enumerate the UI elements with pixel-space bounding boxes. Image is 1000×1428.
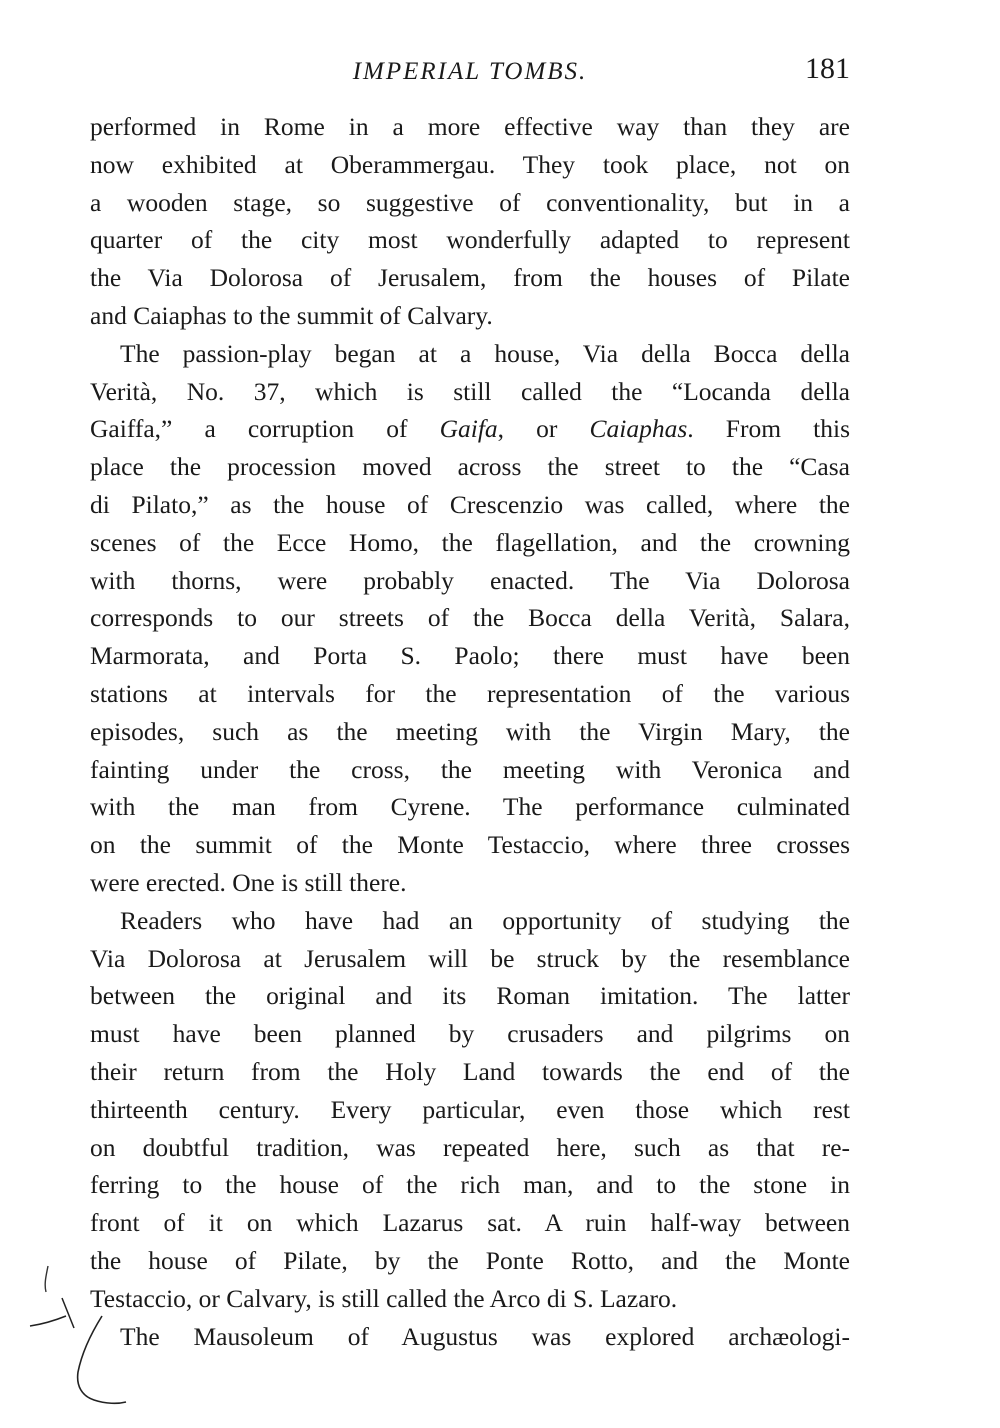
text-line: on doubtful tradition, was repeated here, such as that re- bbox=[90, 1132, 850, 1162]
page-number: 181 bbox=[805, 52, 850, 85]
text-line: between the original and its Roman imitation. The latter bbox=[90, 981, 850, 1011]
running-head bbox=[90, 52, 850, 92]
text-line: were erected. One is still there. bbox=[90, 867, 407, 897]
paragraph-start: The passion-play began at a house, Via della Bocca della bbox=[120, 338, 850, 368]
text-segment: , or bbox=[497, 414, 590, 444]
text-line: quarter of the city most wonderfully adapted to represent bbox=[90, 225, 850, 255]
text-line: the Via Dolorosa of Jerusalem, from the houses of Pilate bbox=[90, 263, 850, 293]
paragraph-start: Readers who have had an opportunity of studying the bbox=[120, 905, 850, 935]
text-line: with the man from Cyrene. The performance culminated bbox=[90, 792, 850, 822]
body-text bbox=[90, 108, 850, 1355]
text-line: stations at intervals for the representation of the various bbox=[90, 678, 850, 708]
text-line: corresponds to our streets of the Bocca della Verità, Salara, bbox=[90, 603, 850, 633]
text-line: now exhibited at Oberammergau. They took place, not on bbox=[90, 149, 850, 179]
margin-pencil-mark bbox=[26, 1262, 136, 1412]
text-line: performed in Rome in a more effective way than they are bbox=[90, 112, 850, 141]
text-line: ferring to the house of the rich man, and to the stone in bbox=[90, 1170, 850, 1200]
text-line: scenes of the Ecce Homo, the flagellation, and the crowning bbox=[90, 527, 850, 557]
text-line: and Caiaphas to the summit of Calvary. bbox=[90, 300, 493, 330]
text-line: with thorns, were probably enacted. The Via Dolorosa bbox=[90, 565, 850, 595]
text-line: thirteenth century. Every particular, even those which rest bbox=[90, 1094, 850, 1124]
text-line: Via Dolorosa at Jerusalem will be struck by the resemblance bbox=[90, 943, 850, 973]
italic-term: Gaifa bbox=[439, 414, 498, 444]
text-line: on the summit of the Monte Testaccio, where three crosses bbox=[90, 830, 850, 860]
running-title: IMPERIAL TOMBS. bbox=[352, 58, 588, 85]
text-line bbox=[90, 410, 850, 448]
italic-term: Caiaphas bbox=[589, 414, 688, 444]
text-line: di Pilato,” as the house of Crescenzio was called, where the bbox=[90, 489, 850, 519]
text-line: Testaccio, or Calvary, is still called the Arco di S. Lazaro. bbox=[90, 1283, 678, 1313]
text-line: place the procession moved across the street to the “Casa bbox=[90, 452, 850, 482]
text-line: the house of Pilate, by the Ponte Rotto, and the Monte bbox=[90, 1245, 850, 1275]
text-line: Marmorata, and Porta S. Paolo; there must have been bbox=[90, 641, 850, 671]
text-line: Verità, No. 37, which is still called the “Locanda della bbox=[90, 376, 850, 406]
text-line: a wooden stage, so suggestive of conventionality, but in a bbox=[90, 187, 850, 217]
text-segment: . From this bbox=[687, 414, 850, 444]
text-segment: Gaiffa,” a corruption of bbox=[90, 414, 440, 444]
paragraph-start: The Mausoleum of Augustus was explored archæologi- bbox=[120, 1321, 850, 1351]
text-line: their return from the Holy Land towards the end of the bbox=[90, 1056, 850, 1086]
text-line: front of it on which Lazarus sat. A ruin half-way between bbox=[90, 1208, 850, 1238]
text-line: must have been planned by crusaders and pilgrims on bbox=[90, 1019, 850, 1049]
text-line: episodes, such as the meeting with the Virgin Mary, the bbox=[90, 716, 850, 746]
text-line: fainting under the cross, the meeting with Veronica and bbox=[90, 754, 850, 784]
